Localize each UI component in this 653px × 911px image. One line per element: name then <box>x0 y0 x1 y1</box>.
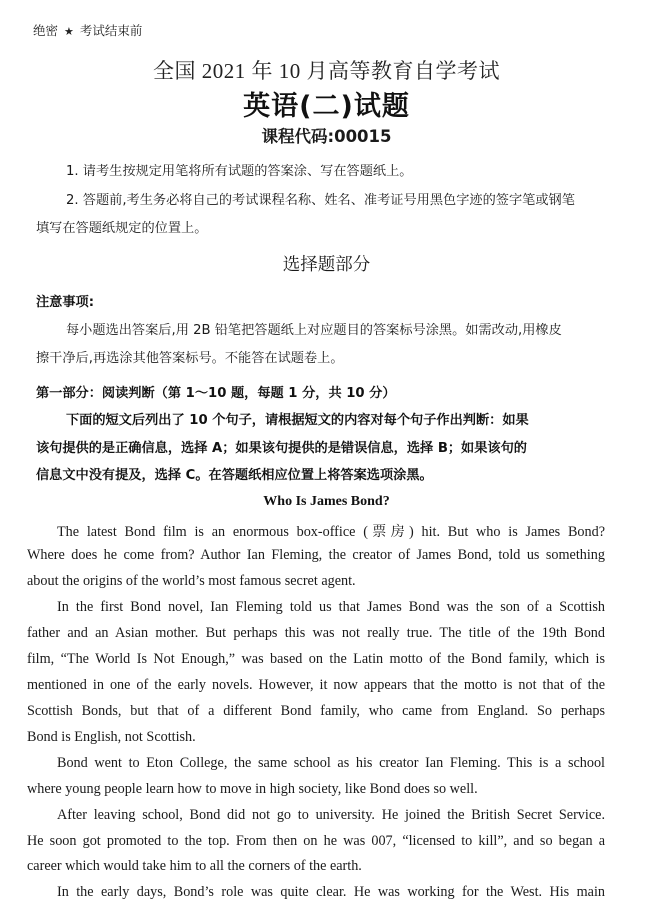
subject-title: 英语(二)试题 <box>243 91 410 122</box>
instruction-2-line-2: 填写在答题纸规定的位置上。 <box>36 221 208 236</box>
confidential-note: 考试结束前 <box>79 23 143 38</box>
passage-line: Bond went to Eton College, the same school as his creator Ian Fleming. This is a school <box>57 755 605 771</box>
instruction-1: 1. 请考生按规定用笔将所有试题的答案涂、写在答题纸上。 <box>66 164 413 179</box>
passage-line: He soon got promoted to the top. From then on he was 007, “licensed to kill”, and so began a <box>27 833 605 849</box>
course-code: 课程代码:00015 <box>261 127 392 146</box>
passage-line: father and an Asian mother. But perhaps this was not really true. The title of the 19th Bond <box>27 625 605 641</box>
passage-line: The latest Bond film is an enormous box-office (票房) hit. But who is James Bond? <box>57 524 605 540</box>
part1-directions-line-3: 信息文中没有提及，选择 C。在答题纸相应位置上将答案选项涂黑。 <box>36 468 433 483</box>
passage-line: In the first Bond novel, Ian Fleming told us that James Bond was the son of a Scottish <box>57 599 605 615</box>
passage-line: film, “The World Is Not Enough,” was based on the Latin motto of the Bond family, which is <box>27 651 605 667</box>
star-icon: ★ <box>64 25 74 38</box>
exam-title: 全国 2021 年 10 月高等教育自学考试 <box>153 59 500 83</box>
passage-line: After leaving school, Bond did not go to university. He joined the British Secret Service. <box>57 807 605 823</box>
instruction-2-line-1: 2. 答题前,考生务必将自己的考试课程名称、姓名、准考证号用黑色字迹的签字笔或钢笔 <box>66 193 575 208</box>
confidential-header <box>33 21 142 39</box>
notice-line-1: 每小题选出答案后,用 2B 铅笔把答题纸上对应题目的答案标号涂黑。如需改动,用橡皮 <box>66 323 562 338</box>
passage-line: Scottish Bonds, but that of a different Bond family, who came from England. So perhaps <box>27 703 605 719</box>
passage-line: In the early days, Bond’s role was quite clear. He was working for the West. His main <box>57 884 605 900</box>
confidential-label: 绝密 <box>33 23 59 38</box>
section-title: 选择题部分 <box>282 255 371 275</box>
part1-directions-line-2: 该句提供的是正确信息，选择 A；如果该句提供的是错误信息，选择 B；如果该句的 <box>36 441 527 456</box>
notice-label: 注意事项: <box>36 295 95 310</box>
passage-title: Who Is James Bond? <box>263 494 390 509</box>
passage-line: about the origins of the world’s most famous secret agent. <box>27 573 356 589</box>
part1-directions-line-1: 下面的短文后列出了 10 个句子，请根据短文的内容对每个句子作出判断：如果 <box>66 413 529 428</box>
passage-line: career which would take him to all the corners of the earth. <box>27 858 362 874</box>
passage-line: where young people learn how to move in high society, like Bond does so well. <box>27 781 478 797</box>
passage-line: Where does he come from? Author Ian Fleming, the creator of James Bond, told us something <box>27 547 605 563</box>
notice-line-2: 擦干净后,再选涂其他答案标号。不能答在试题卷上。 <box>36 351 344 366</box>
passage-line: Bond is English, not Scottish. <box>27 729 196 745</box>
passage-line: mentioned in one of the early novels. However, it now appears that the motto is not that of the <box>27 677 605 693</box>
part1-heading: 第一部分：阅读判断（第 1～10 题，每题 1 分，共 10 分） <box>36 386 396 401</box>
